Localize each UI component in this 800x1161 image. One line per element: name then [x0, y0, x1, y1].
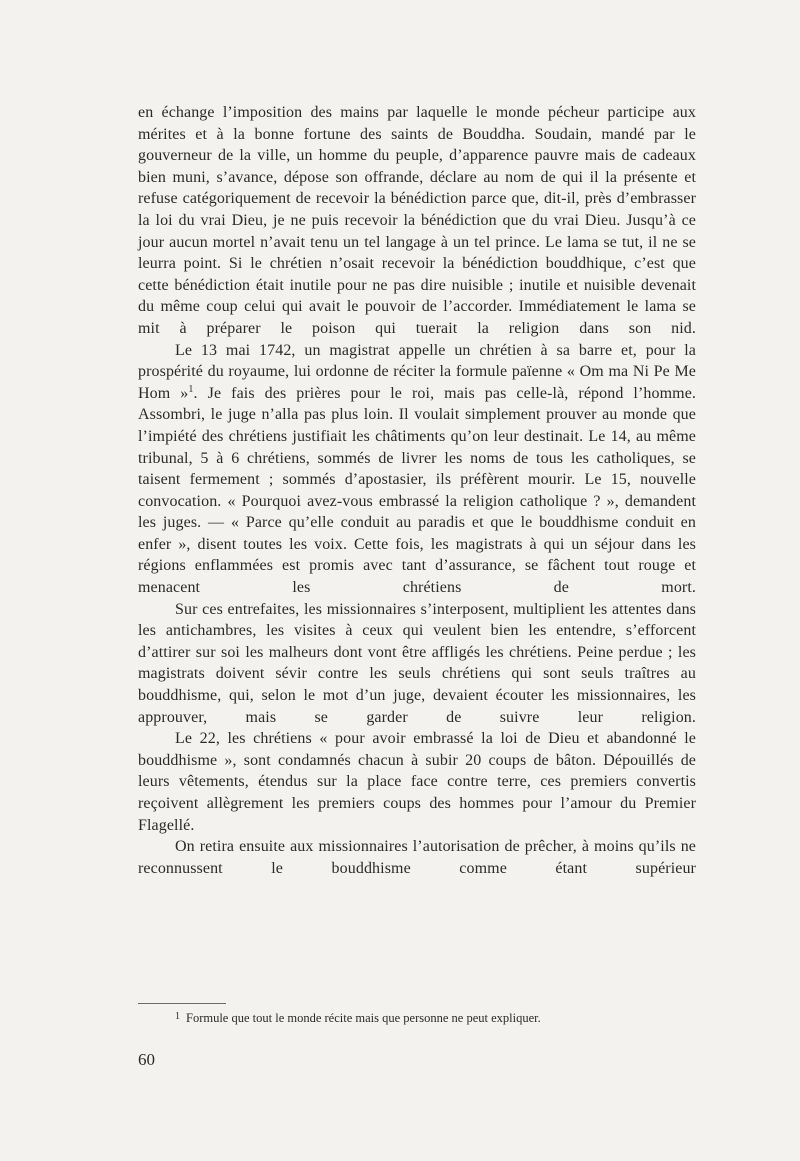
paragraph-5: On retira ensuite aux missionnaires l’autorisation de prêcher, à moins qu’ils ne reconnussent le bouddhisme comme étant supérieur [138, 838, 696, 877]
footnote-mark: 1 [175, 1011, 180, 1022]
footnote-text: Formule que tout le monde récite mais que personne ne peut expliquer. [186, 1011, 541, 1025]
page-body [138, 102, 696, 879]
footnote-reference: 1 [188, 383, 194, 395]
paragraph-2 [138, 340, 696, 599]
paragraph-2-text-before: Le 13 mai 1742, un magistrat appelle un chrétien à sa barre et, pour la prospérité du royaume, lui ordonne de réciter la formule païenne « Om ma Ni Pe Me Hom » [138, 341, 696, 402]
footnote [175, 1008, 705, 1027]
paragraph-2-text-after: . Je fais des prières pour le roi, mais pas celle-là, répond l’homme. Assombri, le juge n’alla pas plus loin. Il voulait simplement prouver au monde que l’impiété des chrétiens justifiait les châtiments qu’on leur destinait. Le 14, au même tribunal, 5 à 6 chrétiens, sommés de livrer les noms de tous les catholiques, se taisent fermement ; sommés d’apostasier, ils préfèrent mourir. Le 15, nouvelle convocation. « Pourquoi avez-vous embrassé la religion catholique ? », demandent les juges. — « Parce qu’elle conduit au paradis et que le bouddhisme conduit en enfer », disent toutes les voix. Cette fois, les magistrats à qui un séjour dans les régions enflammées est promis avec tant d’assurance, se fâchent tout rouge et menacent les chrétiens de mort. [138, 384, 696, 597]
paragraph-3: Sur ces entrefaites, les missionnaires s’interposent, multiplient les attentes dans les antichambres, les visites à ceux qui veulent bien les entendre, s’efforcent d’attirer sur soi les malheurs dont vont être affligés les chrétiens. Peine perdue ; les magistrats doivent sévir contre les seuls chrétiens qui sont seuls traîtres au bouddhisme, qui, selon le mot d’un juge, devaient écouter les missionnaires, les approuver, mais se garder de suivre leur religion. [138, 600, 696, 726]
paragraph-4: Le 22, les chrétiens « pour avoir embrassé la loi de Dieu et abandonné le bouddhisme », sont condamnés chacun à subir 20 coups de bâton. Dépouillés de leurs vêtements, étendus sur la place face contre terre, ces premiers convertis reçoivent allègrement les premiers coups des hommes pour l’amour du Premier Flagellé. [138, 730, 696, 834]
page-number: 60 [138, 1050, 155, 1069]
footnote-separator [138, 1003, 226, 1004]
paragraph-1: en échange l’imposition des mains par laquelle le monde pécheur participe aux mérites et à la bonne fortune des saints de Bouddha. Soudain, mandé par le gouverneur de la ville, un homme du peuple, d’apparence pauvre mais de cadeaux bien muni, s’avance, dépose son offrande, déclare au nom de qui il la présente et refuse catégoriquement de recevoir la bénédiction parce que, dit-il, près d’embrasser la loi du vrai Dieu, je ne puis recevoir la bénédiction que du vrai Dieu. Jusqu’à ce jour aucun mortel n’avait tenu un tel langage à un tel prince. Le lama se tut, il ne se leurra point. Si le chrétien n’osait recevoir la bénédiction bouddhique, c’est que cette bénédiction était inutile pour ne pas dire nuisible ; inutile et nuisible devenait du même coup celui qui avait le pouvoir de l’accorder. Immédiatement le lama se mit à préparer le poison qui tuerait la religion dans son nid. [138, 104, 696, 337]
